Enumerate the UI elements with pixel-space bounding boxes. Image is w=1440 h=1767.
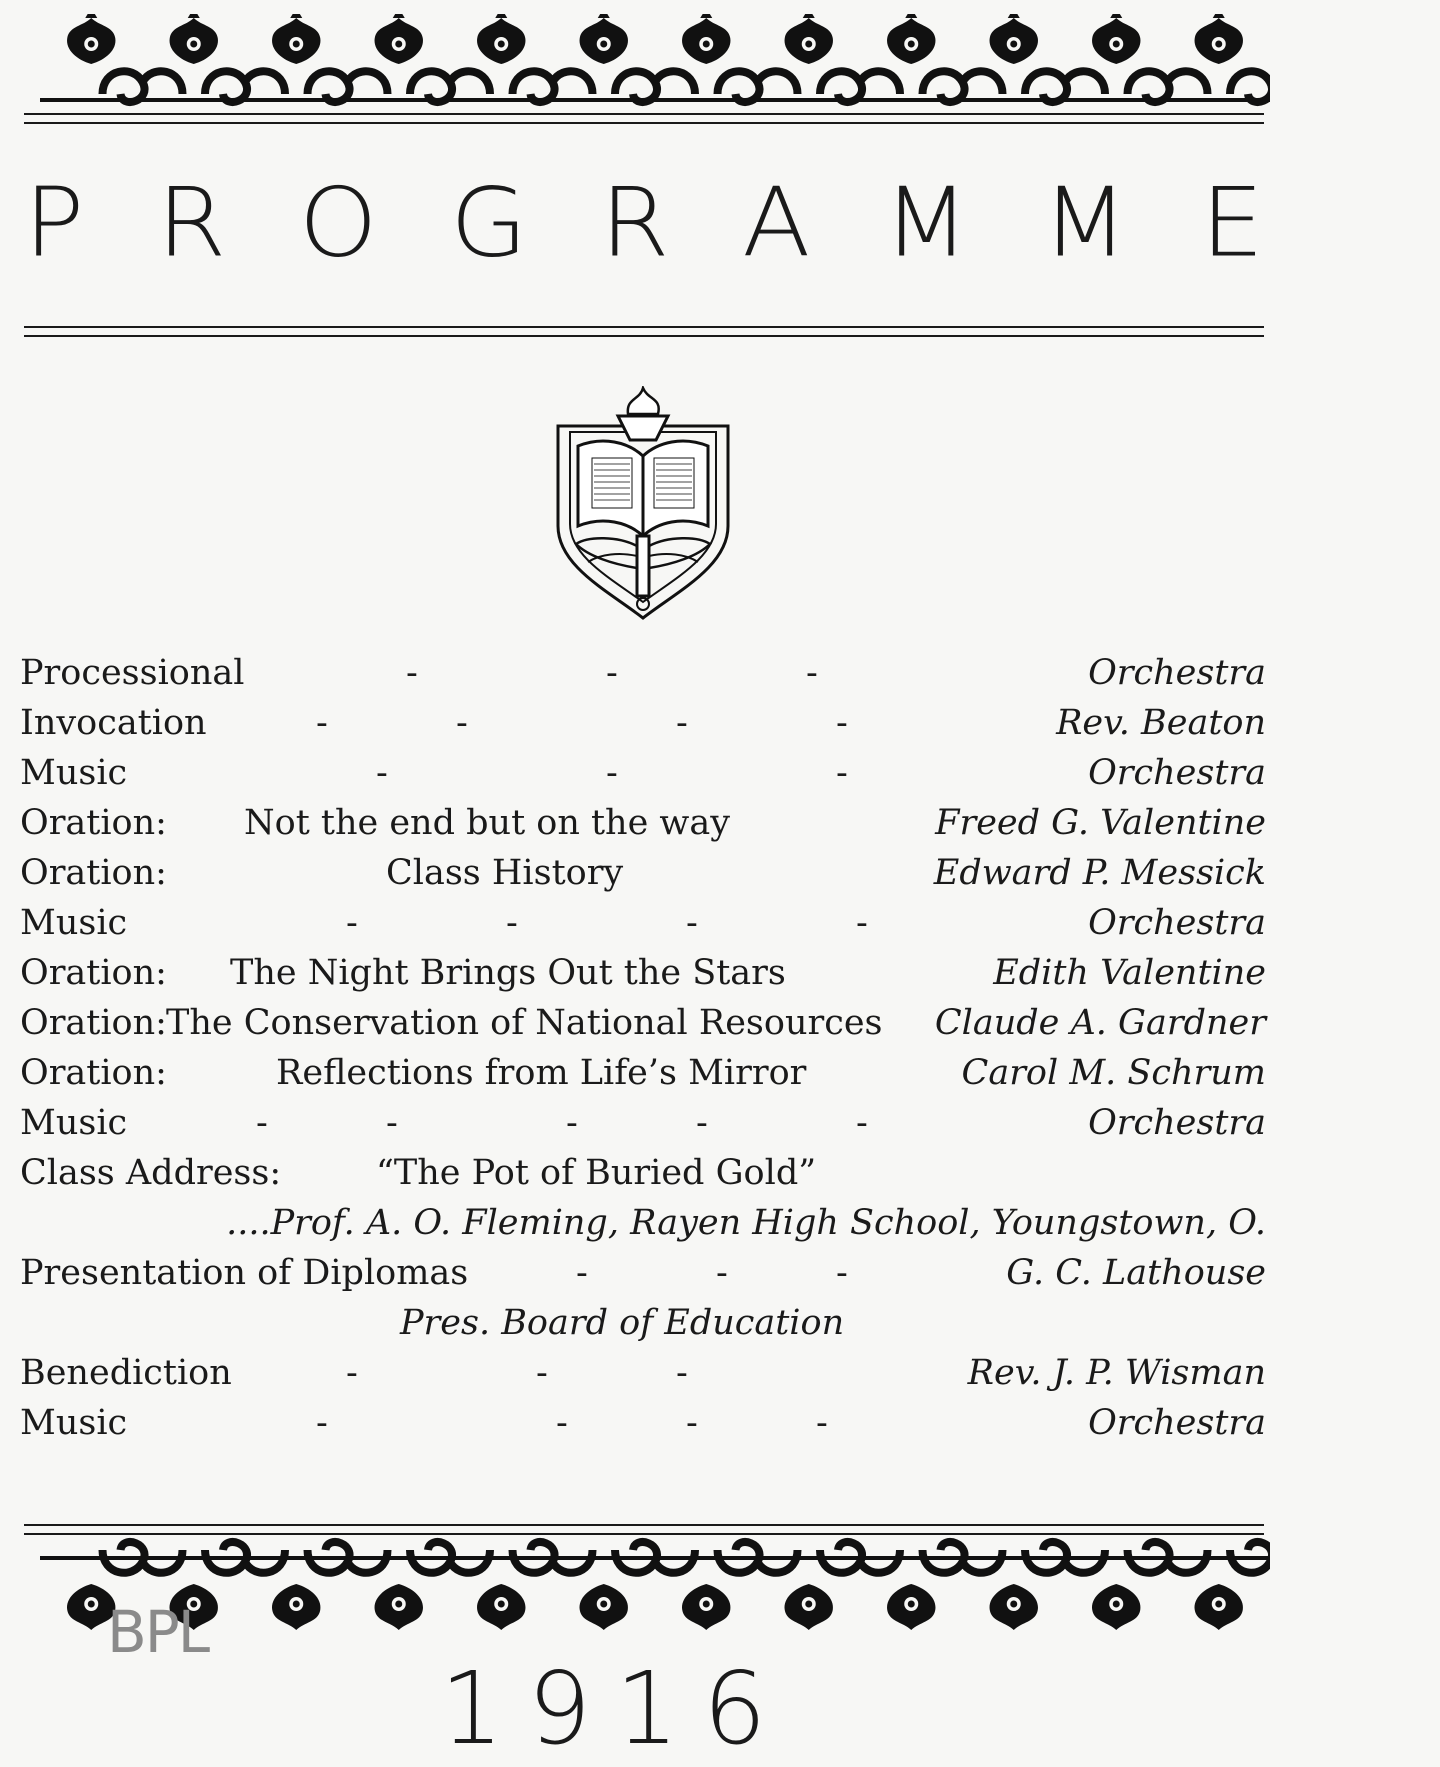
item-performer: Edward P. Messick xyxy=(933,853,1266,893)
title-letter: A xyxy=(742,166,811,279)
leader-dash: - xyxy=(386,1103,398,1143)
leader-dash: - xyxy=(346,903,358,943)
item-title: Not the end but on the way xyxy=(244,803,731,843)
item-performer: Orchestra xyxy=(1088,903,1266,943)
page-title xyxy=(24,158,1264,288)
leader-dash: - xyxy=(676,703,688,743)
leader-dash: - xyxy=(816,1403,828,1443)
leader-dash: - xyxy=(536,1353,548,1393)
programme-item xyxy=(16,1098,1266,1148)
programme-item xyxy=(16,1198,1266,1248)
item-performer: Orchestra xyxy=(1088,753,1266,793)
leader-dash: - xyxy=(856,903,868,943)
item-title: Pres. Board of Education xyxy=(400,1303,845,1343)
programme-item xyxy=(16,898,1266,948)
title-letter: E xyxy=(1200,166,1264,279)
double-rule-middle xyxy=(24,326,1264,337)
title-letter: M xyxy=(883,166,970,279)
item-label: Music xyxy=(20,1403,128,1443)
programme-item xyxy=(16,1398,1266,1448)
title-letter: G xyxy=(450,166,528,279)
item-performer: Orchestra xyxy=(1088,653,1266,693)
item-performer: ....Prof. A. O. Fleming, Rayen High School, Youngstown, O. xyxy=(226,1203,1266,1243)
item-label: Oration: xyxy=(20,853,167,893)
title-letter: P xyxy=(24,166,85,279)
leader-dash: - xyxy=(836,703,848,743)
leader-dash: - xyxy=(716,1253,728,1293)
item-label: Benediction xyxy=(20,1353,232,1393)
item-performer: Orchestra xyxy=(1088,1103,1266,1143)
leader-dash: - xyxy=(606,653,618,693)
programme-item xyxy=(16,1248,1266,1298)
programme-item xyxy=(16,1298,1266,1348)
title-letter: R xyxy=(156,166,227,279)
item-performer: G. C. Lathouse xyxy=(1006,1253,1266,1293)
leader-dashes xyxy=(16,1098,1266,1148)
item-performer: Claude A. Gardner xyxy=(934,1003,1266,1043)
item-label: Oration: xyxy=(20,803,167,843)
item-performer: Carol M. Schrum xyxy=(961,1053,1266,1093)
programme-item xyxy=(16,1048,1266,1098)
leader-dash: - xyxy=(456,703,468,743)
leader-dash: - xyxy=(256,1103,268,1143)
item-label: Music xyxy=(20,1103,128,1143)
leader-dash: - xyxy=(316,703,328,743)
item-performer: Rev. Beaton xyxy=(1056,703,1266,743)
item-title: Class History xyxy=(386,853,624,893)
programme-list xyxy=(16,648,1266,1448)
programme-item xyxy=(16,648,1266,698)
item-title: The Conservation of National Resources xyxy=(166,1003,883,1043)
leader-dash: - xyxy=(836,753,848,793)
programme-item xyxy=(16,748,1266,798)
leader-dash: - xyxy=(506,903,518,943)
leader-dash: - xyxy=(316,1403,328,1443)
leader-dash: - xyxy=(676,1353,688,1393)
leader-dashes xyxy=(16,748,1266,798)
library-watermark: BPL xyxy=(107,1598,209,1666)
title-letter: R xyxy=(600,166,670,279)
leader-dash: - xyxy=(696,1103,708,1143)
leader-dash: - xyxy=(836,1253,848,1293)
leader-dash: - xyxy=(576,1253,588,1293)
programme-item xyxy=(16,798,1266,848)
leader-dashes xyxy=(16,898,1266,948)
item-label: Invocation xyxy=(20,703,207,743)
item-label: Oration: xyxy=(20,953,167,993)
leader-dashes xyxy=(16,1398,1266,1448)
item-label: Presentation of Diplomas xyxy=(20,1253,469,1293)
torch-book-wings-emblem-icon xyxy=(548,386,738,622)
programme-item xyxy=(16,848,1266,898)
item-title: “The Pot of Buried Gold” xyxy=(376,1153,817,1193)
leader-dash: - xyxy=(566,1103,578,1143)
item-label: Oration: xyxy=(20,1003,167,1043)
leader-dash: - xyxy=(686,1403,698,1443)
double-rule-top xyxy=(24,113,1264,124)
item-title: Reflections from Life’s Mirror xyxy=(276,1053,807,1093)
leader-dash: - xyxy=(806,653,818,693)
programme-item xyxy=(16,998,1266,1048)
leader-dash: - xyxy=(856,1103,868,1143)
item-label: Music xyxy=(20,753,128,793)
item-performer: Rev. J. P. Wisman xyxy=(967,1353,1266,1393)
leader-dash: - xyxy=(606,753,618,793)
handwritten-year: 1916 xyxy=(440,1650,791,1767)
item-label: Class Address: xyxy=(20,1153,282,1193)
item-label: Processional xyxy=(20,653,245,693)
leader-dash: - xyxy=(556,1403,568,1443)
title-letter: O xyxy=(298,166,378,279)
item-performer: Orchestra xyxy=(1088,1403,1266,1443)
programme-item xyxy=(16,698,1266,748)
programme-item xyxy=(16,1148,1266,1198)
item-title: The Night Brings Out the Stars xyxy=(230,953,786,993)
tulip-border-top-icon xyxy=(40,14,1270,114)
item-label: Oration: xyxy=(20,1053,167,1093)
programme-item xyxy=(16,948,1266,998)
item-performer: Freed G. Valentine xyxy=(935,803,1266,843)
item-performer: Edith Valentine xyxy=(993,953,1266,993)
programme-item xyxy=(16,1348,1266,1398)
tulip-border-bottom-icon xyxy=(40,1530,1270,1630)
leader-dash: - xyxy=(376,753,388,793)
leader-dash: - xyxy=(406,653,418,693)
title-letter: M xyxy=(1041,166,1129,279)
leader-dash: - xyxy=(346,1353,358,1393)
item-label: Music xyxy=(20,903,128,943)
leader-dash: - xyxy=(686,903,698,943)
